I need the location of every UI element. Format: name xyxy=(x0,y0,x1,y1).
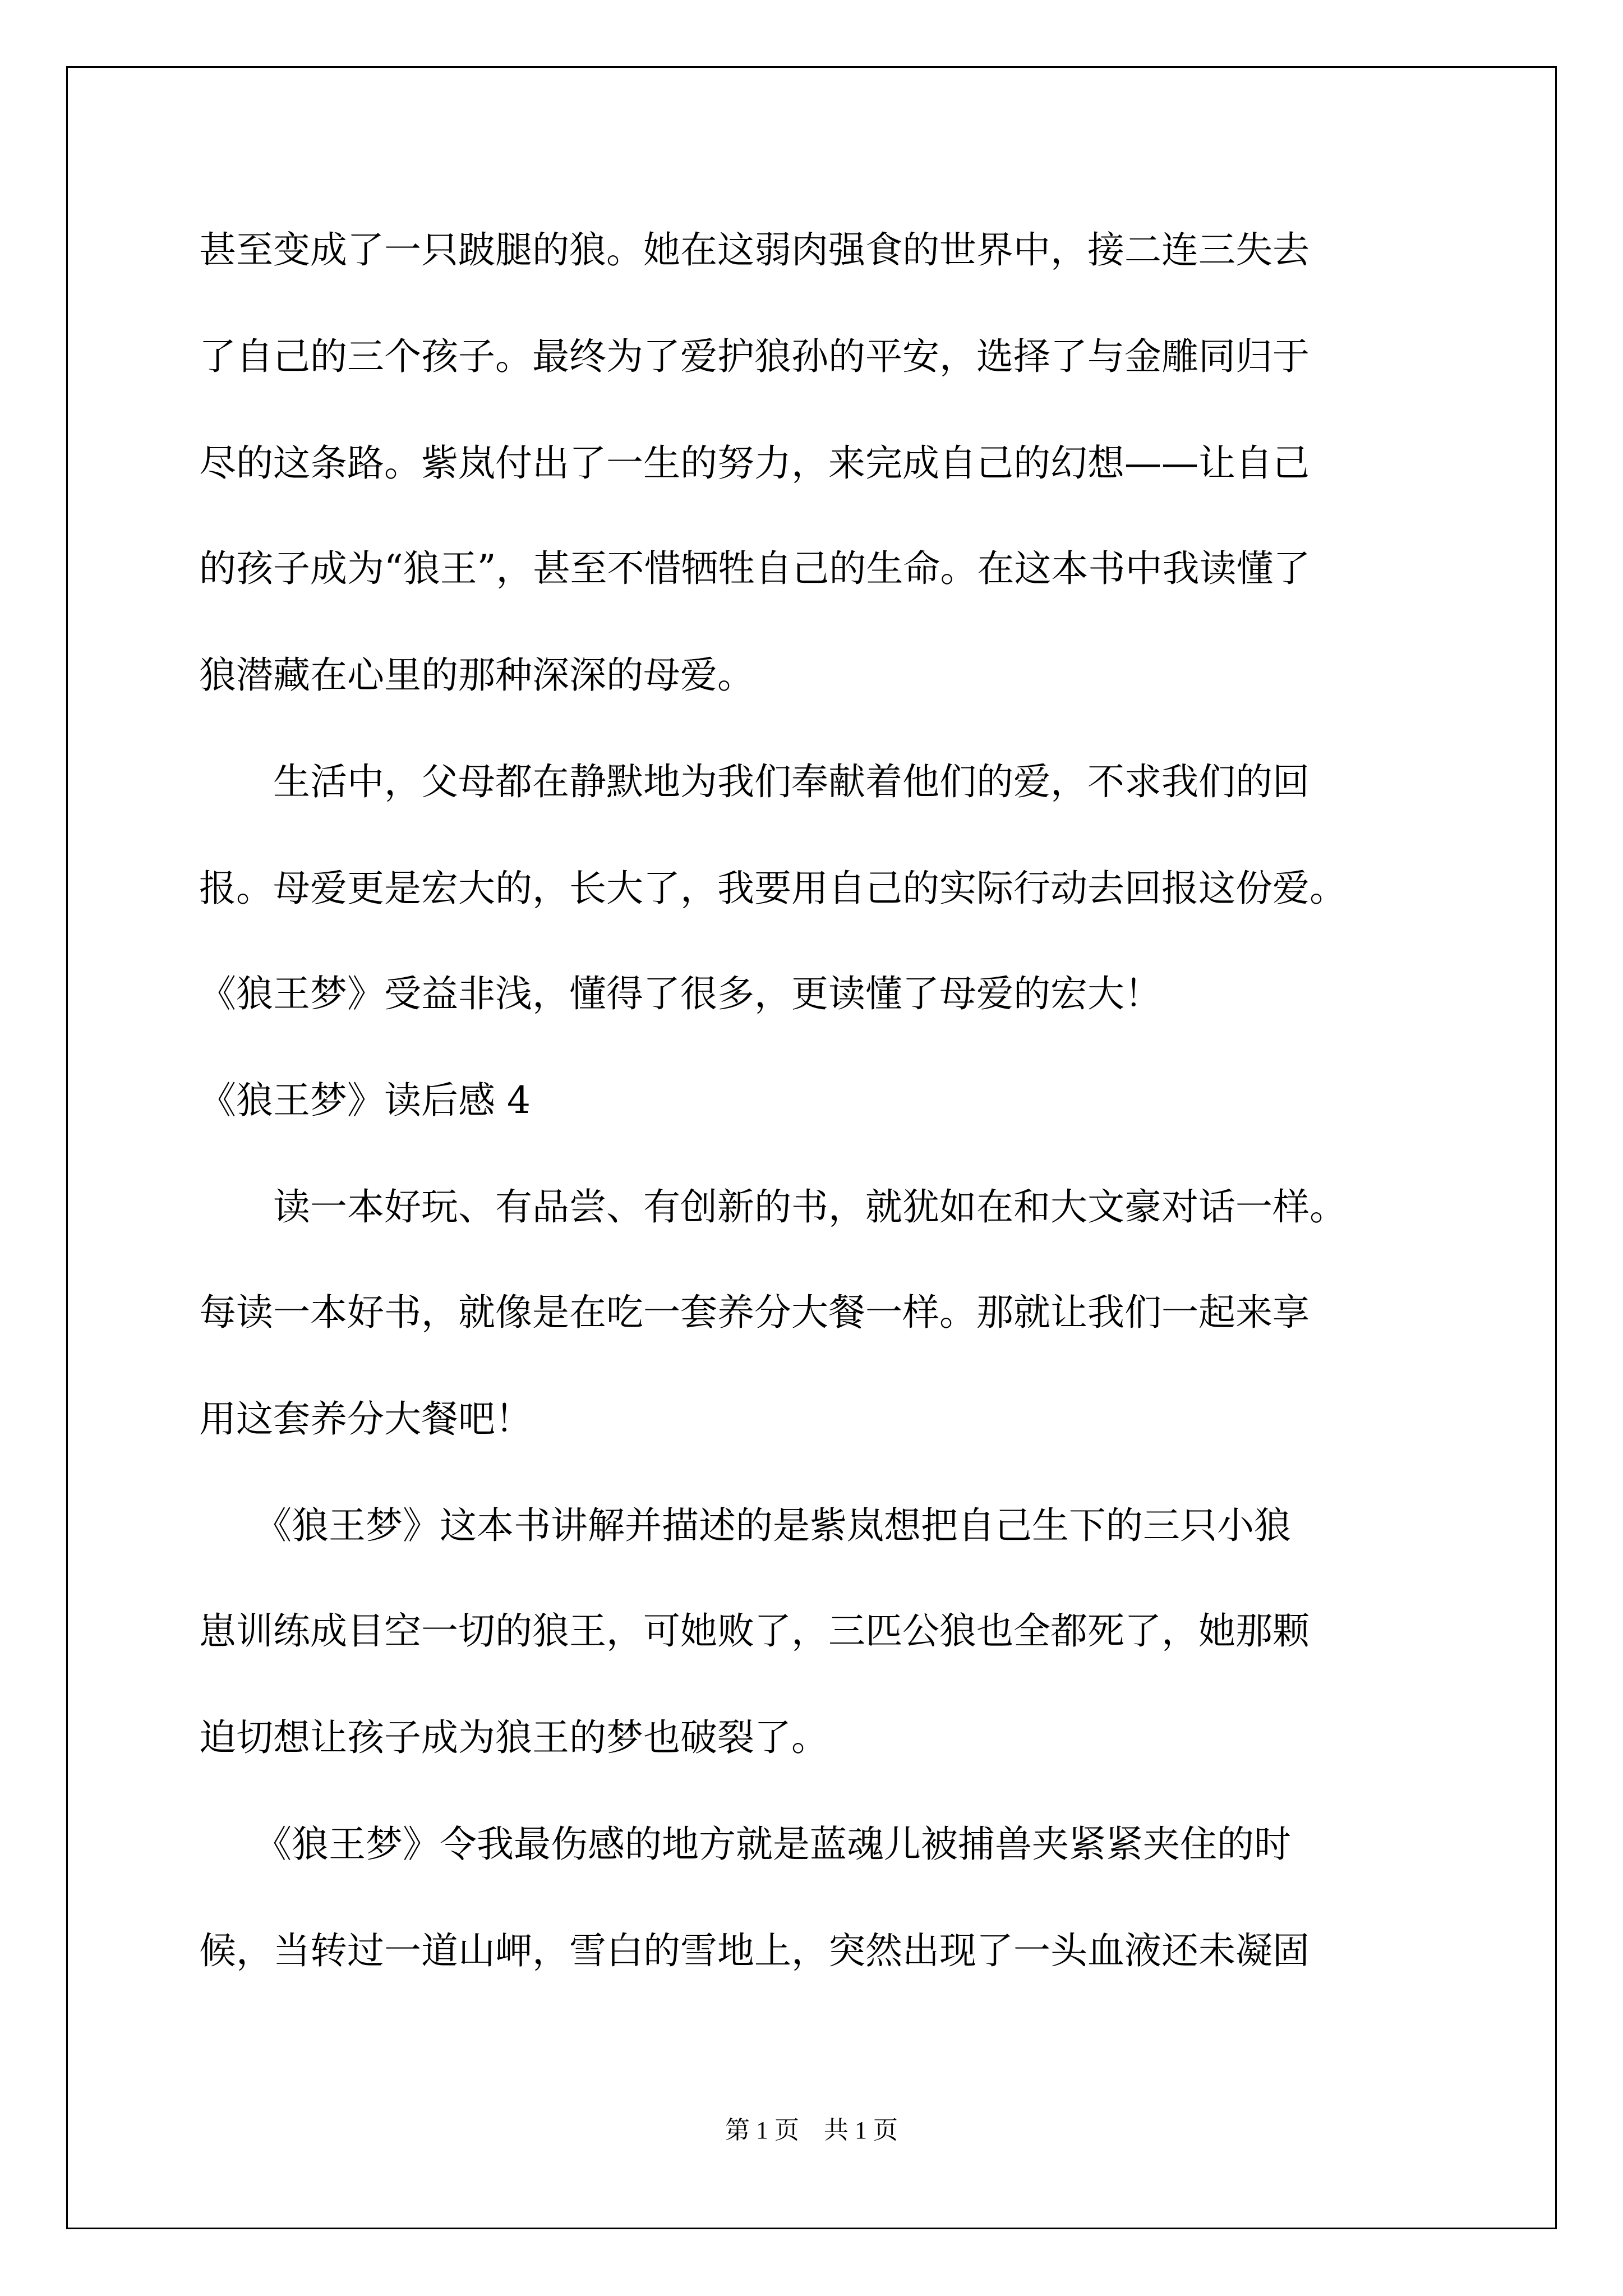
text-line: 候，当转过一道山岬，雪白的雪地上，突然出现了一头血液还未凝固 xyxy=(199,1929,1310,1972)
text-line: 报。母爱更是宏大的，长大了，我要用自己的实际行动去回报这份爱。 xyxy=(199,867,1347,910)
text-line: 崽训练成目空一切的狼王，可她败了，三匹公狼也全都死了，她那颗 xyxy=(199,1609,1310,1653)
text-line: 狼潜藏在心里的那种深深的母爱。 xyxy=(199,654,754,697)
text-line: 迫切想让孩子成为狼王的梦也破裂了。 xyxy=(199,1716,828,1759)
text-line: 《狼王梦》受益非浅，懂得了很多，更读懂了母爱的宏大！ xyxy=(199,972,1161,1015)
paragraph-start-line: 生活中，父母都在静默地为我们奉献着他们的爱，不求我们的回 xyxy=(199,760,1310,803)
text-line: 用这套养分大餐吧！ xyxy=(199,1397,532,1441)
paragraph-start-line: 《狼王梦》令我最伤感的地方就是蓝魂儿被捕兽夹紧紧夹住的时 xyxy=(199,1823,1291,1866)
text-line: 每读一本好书，就像是在吃一套养分大餐一样。那就让我们一起来享 xyxy=(199,1291,1310,1334)
page-border xyxy=(66,66,1557,2229)
section-heading: 《狼王梦》读后感 4 xyxy=(199,1079,531,1122)
text-line: 了自己的三个孩子。最终为了爱护狼孙的平安，选择了与金雕同归于 xyxy=(199,335,1310,378)
paragraph-start-line: 《狼王梦》这本书讲解并描述的是紫岚想把自己生下的三只小狼 xyxy=(199,1504,1291,1547)
page-number-footer: 第 1 页 共 1 页 xyxy=(725,2116,898,2144)
text-line: 甚至变成了一只跛腿的狼。她在这弱肉强食的世界中，接二连三失去 xyxy=(199,228,1310,272)
paragraph-start-line: 读一本好玩、有品尝、有创新的书，就犹如在和大文豪对话一样。 xyxy=(199,1185,1347,1228)
text-line: 尽的这条路。紫岚付出了一生的努力，来完成自己的幻想——让自己 xyxy=(199,441,1310,485)
text-line: 的孩子成为“狼王”，甚至不惜牺牲自己的生命。在这本书中我读懂了 xyxy=(199,547,1311,590)
